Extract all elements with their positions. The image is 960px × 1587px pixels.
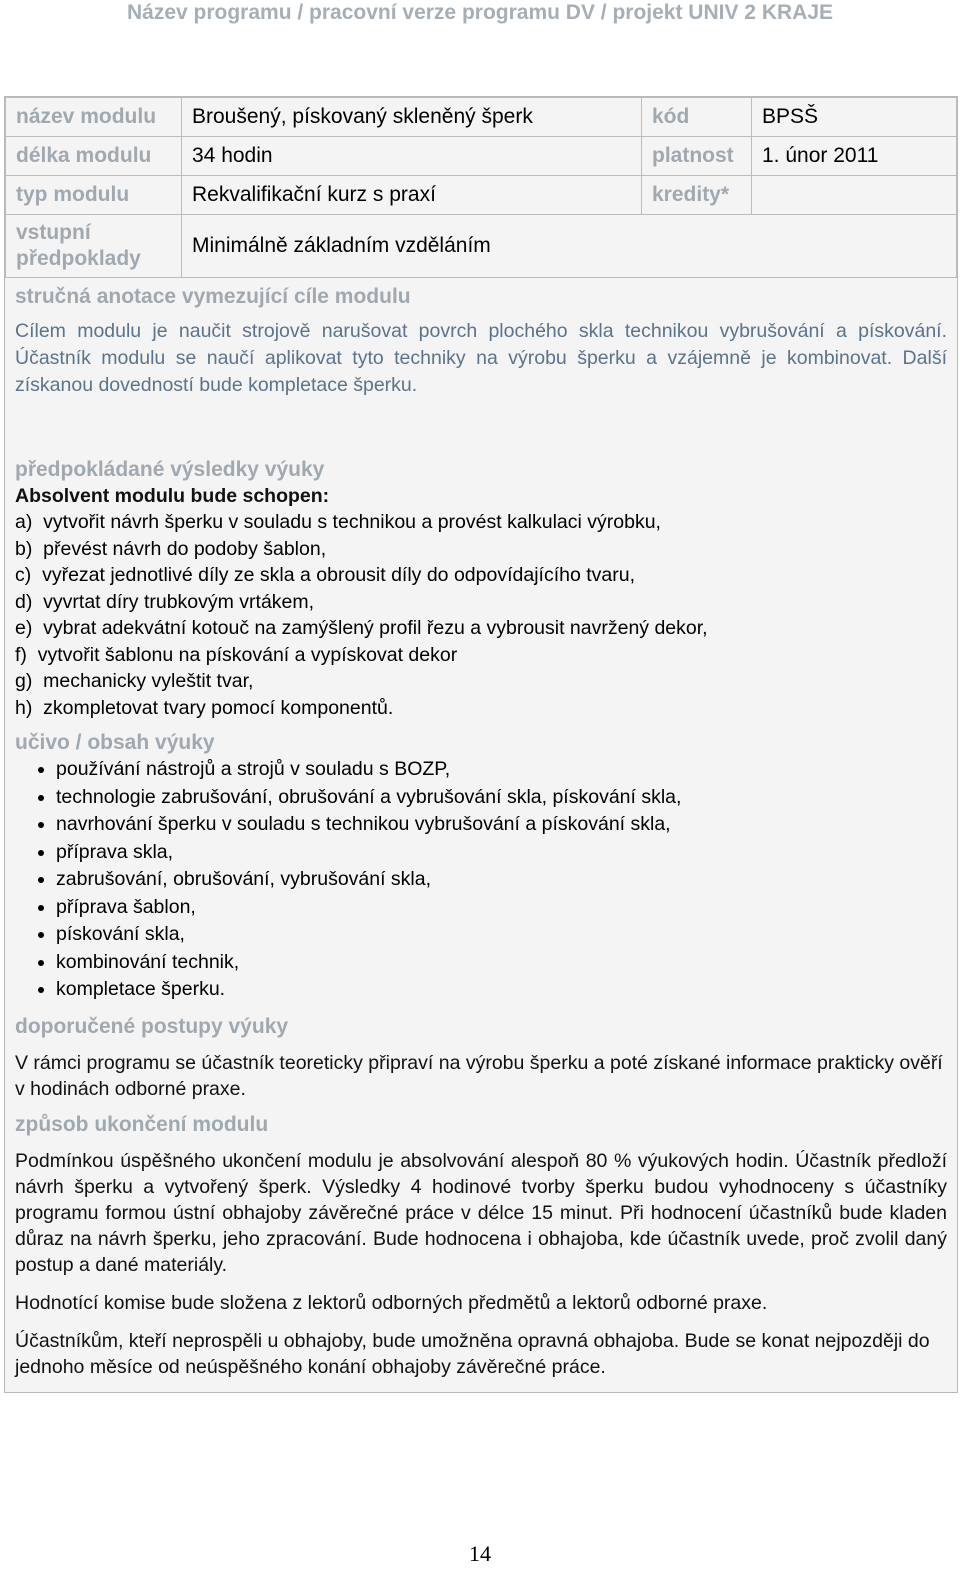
page-number: 14 (469, 1541, 491, 1566)
content-item: • používání nástrojů a strojů v souladu s BOZP, (56, 756, 947, 784)
prerequisites-value: Minimálně základním vzděláním (182, 215, 957, 278)
outcomes-section (5, 457, 957, 721)
annotation-text: Cílem modulu je naučit strojově narušovat povrch plochého skla technikou vybrušování a pískování. Účastník modulu se naučí aplikovat tyto techniky na výrobu šperku a vzájemně je kombinovat. Další získanou dovedností bude kompletace šperku. (15, 320, 947, 396)
module-length-label: délka modulu (6, 137, 182, 176)
module-validity-label: platnost (642, 137, 752, 176)
content-item: • technologie zabrušování, obrušování a vybrušování skla, pískování skla, (56, 784, 947, 812)
module-length-value: 34 hodin (182, 137, 642, 176)
outcome-item: a) vytvořit návrh šperku v souladu s technikou a provést kalkulaci výrobku, (15, 511, 661, 533)
outcome-item: b) převést návrh do podoby šablon, (15, 537, 327, 560)
content-list (15, 756, 947, 1004)
outcome-item: g) mechanicky vyleštit tvar, (15, 670, 254, 692)
module-name-label: název modulu (6, 98, 182, 137)
completion-heading: způsob ukončení modulu (15, 1112, 269, 1136)
outcomes-intro: Absolvent modulu bude schopen: (15, 485, 330, 507)
completion-paragraph-1: Podmínkou úspěšného ukončení modulu je absolvování alespoň 80 % výukových hodin. Účastník předloží návrh šperku a vytvořený šperk. Výsledky 4 hodinové tvorby šperku budou vyhodnoceny s účastníky programu formou ústní obhajoby závěrečné práce v délce 15 minut. Při hodnocení účastníků bude kladen důraz na návrh šperku, jeho zpracování. Bude hodnocena i obhajoba, kde účastník uvede, proč zvolil daný postup a dané materiály. (15, 1149, 947, 1276)
content-item: • navrhování šperku v souladu s technikou vybrušování a pískování skla, (56, 811, 947, 839)
meta-row-prerequisites (6, 215, 957, 278)
annotation-heading: stručná anotace vymezující cíle modulu (15, 285, 411, 308)
content-item: • zabrušování, obrušování, vybrušování skla, (56, 866, 947, 894)
module-type-value: Rekvalifikační kurz s praxí (182, 176, 642, 215)
completion-section (5, 1112, 957, 1392)
meta-row-name (6, 98, 957, 137)
meta-row-type (6, 176, 957, 215)
meta-row-length (6, 137, 957, 176)
outcome-item: f) vytvořit šablonu na pískování a vypískovat dekor (15, 643, 458, 666)
annotation-section (5, 278, 957, 399)
methods-section (5, 1014, 957, 1102)
outcome-item: h) zkompletovat tvary pomocí komponentů. (15, 696, 394, 719)
module-validity-value: 1. únor 2011 (752, 137, 957, 176)
methods-heading: doporučené postupy výuky (15, 1014, 289, 1038)
content-item: • kombinování technik, (56, 949, 947, 977)
completion-paragraph-3: Účastníkům, kteří neprospěli u obhajoby, bude umožněna opravná obhajoba. Bude se konat nejpozději do jednoho měsíce od neúspěšného konání obhajoby závěrečné práce. (15, 1329, 930, 1378)
module-code-value: BPSŠ (752, 98, 957, 137)
content-item: • kompletace šperku. (56, 976, 947, 1004)
module-name-value: Broušený, pískovaný skleněný šperk (182, 98, 642, 137)
content-item: • pískování skla, (56, 921, 947, 949)
outcomes-list (15, 509, 947, 721)
content-heading: učivo / obsah výuky (15, 731, 215, 754)
content-item: • příprava šablon, (56, 894, 947, 922)
module-credits-label: kredity* (642, 176, 752, 215)
module-sheet (4, 96, 958, 1393)
page-header-title: Název programu / pracovní verze programu DV / projekt UNIV 2 KRAJE (126, 1, 834, 24)
completion-paragraph-2: Hodnotící komise bude složena z lektorů odborných předmětů a lektorů odborné praxe. (15, 1291, 768, 1314)
module-code-label: kód (642, 98, 752, 137)
module-credits-value (752, 176, 957, 215)
outcome-item: c) vyřezat jednotlivé díly ze skla a obrousit díly do odpovídajícího tvaru, (15, 564, 635, 586)
prerequisites-label: vstupní předpoklady (6, 215, 182, 278)
content-section (5, 730, 957, 1004)
outcome-item: e) vybrat adekvátní kotouč na zamýšlený profil řezu a vybrousit navržený dekor, (15, 617, 708, 639)
module-meta-table (5, 97, 957, 278)
outcome-item: d) vyvrtat díry trubkovým vrtákem, (15, 590, 315, 613)
content-item: • příprava skla, (56, 839, 947, 867)
outcomes-heading: předpokládané výsledky výuky (15, 458, 325, 481)
methods-text: V rámci programu se účastník teoreticky připraví na výrobu šperku a poté získané informace prakticky ověří v hodinách odborné praxe. (15, 1051, 943, 1100)
module-type-label: typ modulu (6, 176, 182, 215)
